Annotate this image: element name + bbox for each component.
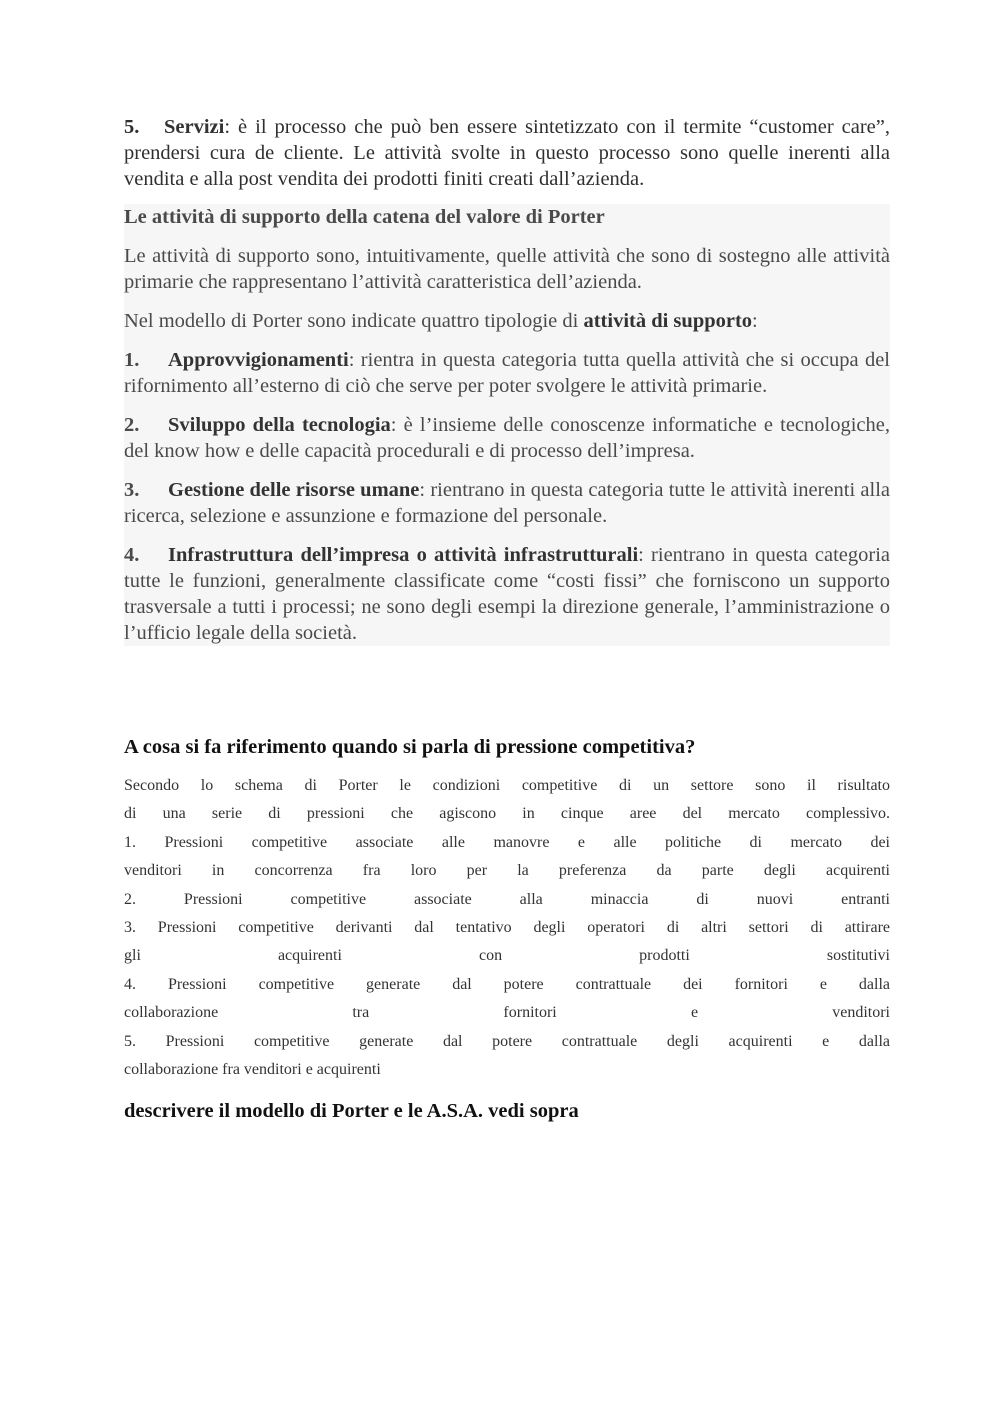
answer-line: 4. Pressioni competitive generate dal potere contrattuale dei fornitori e dalla [124, 975, 890, 993]
item-5-number: 5. [124, 116, 140, 138]
answer-line: 1. Pressioni competitive associate alle manovre e alle politiche di mercato dei [124, 833, 890, 851]
answer-line: 2. Pressioni competitive associate alla minaccia di nuovi entranti [124, 890, 890, 908]
support-item-4-term: Infrastruttura dell’impresa o attività infrastrutturali [168, 544, 639, 566]
answer-line: collaborazione fra venditori e acquirenti [124, 1061, 381, 1079]
item-5-text: : è il processo che può ben essere sintetizzato con il termite “customer care”, prendersi cura de cliente. Le attività svolte in questo processo sono quelle inerenti alla vendita e alla post vendita dei prodotti finiti creati dall’azienda. [124, 116, 890, 190]
support-item-4 [124, 542, 890, 646]
support-item-4-number: 4. [124, 544, 140, 566]
support-item-4-text: : rientrano in questa categoria tutte le funzioni, generalmente classificate come “costi fissi” che forniscono un supporto trasversale a tutti i processi; ne sono degli esempi la direzione generale, l’amministrazione o l’ufficio legale della società. [124, 544, 891, 644]
support-item-3-term: Gestione delle risorse umane [168, 479, 420, 501]
support-item-1-number: 1. [124, 349, 140, 371]
support-item-2-text: : è l’insieme delle conoscenze informatiche e tecnologiche, del know how e delle capacità procedurali e di processo dell’impresa. [124, 414, 890, 462]
answer-line: collaborazione tra fornitori e venditori [124, 1004, 890, 1022]
item-5-term: Servizi [164, 116, 225, 138]
support-types-pre: Nel modello di Porter sono indicate quattro tipologie di [124, 310, 584, 332]
support-types-sentence [124, 308, 890, 334]
support-item-2 [124, 412, 890, 464]
section-spacer [124, 646, 890, 734]
support-item-3-text: : rientrano in questa categoria tutte le attività inerenti alla ricerca, selezione e assunzione e formazione del personale. [124, 479, 890, 527]
support-heading: Le attività di supporto della catena del valore di Porter [124, 206, 605, 228]
final-note: descrivere il modello di Porter e le A.S.A. vedi sopra [124, 1100, 579, 1123]
support-types-post: : [752, 310, 758, 332]
item-5-paragraph [124, 114, 890, 192]
answer-line: venditori in concorrenza fra loro per la preferenza da parte degli acquirenti [124, 862, 890, 880]
document-page [124, 114, 890, 1124]
support-item-3 [124, 477, 890, 529]
support-item-3-number: 3. [124, 479, 140, 501]
support-activities-section [124, 204, 890, 646]
support-item-2-number: 2. [124, 414, 140, 436]
support-item-1-text: : rientra in questa categoria tutta quella attività che si occupa del rifornimento all’esterno di ciò che serve per poter svolgere le attività primarie. [124, 349, 890, 397]
answer-line: 5. Pressioni competitive generate dal potere contrattuale degli acquirenti e dalla [124, 1032, 890, 1050]
support-item-1 [124, 347, 890, 399]
question-answer [124, 772, 890, 1084]
answer-line: Secondo lo schema di Porter le condizioni competitive di un settore sono il risultato [124, 777, 890, 794]
support-item-2-term: Sviluppo della tecnologia [168, 414, 391, 436]
answer-line: 3. Pressioni competitive derivanti dal tentativo degli operatori di altri settori di attirare [124, 919, 890, 937]
question-title: A cosa si fa riferimento quando si parla di pressione competitiva? [124, 736, 696, 758]
answer-line: di una serie di pressioni che agiscono in cinque aree del mercato complessivo. [124, 805, 890, 823]
answer-line: gli acquirenti con prodotti sostitutivi [124, 947, 890, 965]
support-intro: Le attività di supporto sono, intuitivamente, quelle attività che sono di sostegno alle attività primarie che rappresentano l’attività caratteristica dell’azienda. [124, 245, 890, 293]
support-item-1-term: Approvvigionamenti [168, 349, 349, 371]
support-types-bold: attività di supporto [583, 310, 753, 332]
